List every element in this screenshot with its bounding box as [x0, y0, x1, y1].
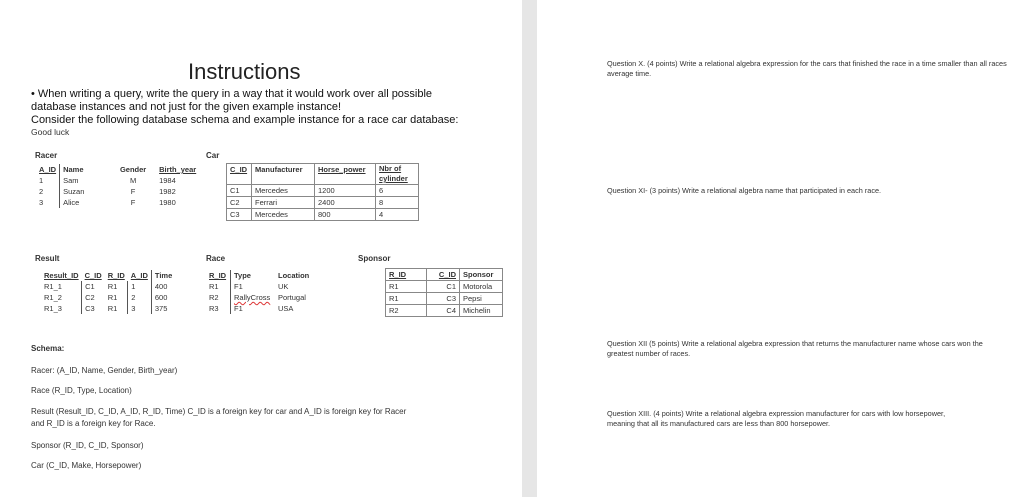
table-cell: R1_2: [44, 293, 62, 302]
table-cell: Ferrari: [252, 197, 315, 209]
table-cell: F: [130, 198, 136, 207]
column-header: Time: [151, 270, 180, 281]
table-cell: 3: [128, 303, 152, 314]
table-cell: 800: [315, 209, 376, 221]
table-cell: C3: [82, 303, 105, 314]
table-row: [41, 303, 180, 314]
instruction-consider: Consider the following database schema and example instance for a race car database:: [31, 114, 459, 126]
column-header: Location: [278, 271, 310, 280]
car-table: [226, 163, 419, 221]
table-row: [41, 292, 180, 303]
table-cell: R1: [107, 293, 118, 302]
column-header: R_ID: [209, 271, 227, 280]
instruction-bullet-line1: • When writing a query, write the query in a way that it would work over all possible: [31, 88, 433, 100]
table-cell: R1: [386, 281, 427, 293]
race-table: [206, 270, 325, 314]
table-cell: R1: [107, 304, 118, 313]
table-row: [41, 281, 180, 292]
question-12: Question XII (5 points) Write a relational algebra expression that returns the manufacturer name whose cars won the greatest number of races.: [607, 339, 983, 358]
schema-label: Schema:: [31, 344, 65, 353]
table-cell: [231, 292, 276, 303]
table-cell: Suzan: [60, 186, 111, 197]
result-table: [41, 270, 180, 314]
right-page: [537, 0, 1024, 497]
instruction-bullet-line2: database instances and not just for the given example instance!: [31, 101, 342, 113]
column-header: Result_ID: [44, 271, 79, 280]
table-cell: Mercedes: [252, 209, 315, 221]
table-cell: F: [130, 187, 136, 196]
table-cell: 375: [151, 303, 180, 314]
table-cell: C4: [427, 305, 460, 317]
table-row: [206, 303, 325, 314]
table-row: [36, 186, 202, 197]
table-cell: Sam: [60, 175, 111, 186]
table-cell: Pepsi: [460, 293, 503, 305]
column-header: Sponsor: [460, 269, 503, 281]
table-cell: C1: [227, 185, 252, 197]
column-header: Manufacturer: [252, 164, 315, 185]
column-header: C_ID: [84, 271, 102, 280]
table-cell: F1: [231, 303, 276, 314]
table-cell: 4: [376, 209, 419, 221]
table-header-row: [206, 270, 325, 281]
table-cell: R3: [209, 304, 219, 313]
schema-result-line2: and R_ID is a foreign key for Race.: [31, 419, 156, 428]
table-cell: 1984: [159, 176, 176, 185]
table-header-row: [36, 164, 202, 175]
table-row: [206, 292, 325, 303]
table-row: [206, 281, 325, 292]
table-cell: USA: [278, 304, 294, 313]
schema-car: Car (C_ID, Make, Horsepower): [31, 461, 142, 470]
table-row: [227, 209, 419, 221]
table-row: [36, 197, 202, 208]
table-header-row: [41, 270, 180, 281]
table-cell: M: [129, 176, 137, 185]
sponsor-table: [385, 268, 503, 317]
table-cell: 2: [128, 292, 152, 303]
spellcheck-word: RallyCross: [234, 293, 271, 302]
table-cell: 3: [39, 198, 44, 207]
column-header: C_ID: [227, 164, 252, 185]
table-cell: R2: [386, 305, 427, 317]
column-header: Birth_year: [159, 165, 197, 174]
racer-table: [36, 164, 203, 208]
table-cell: R2: [209, 293, 219, 302]
table-cell: C2: [227, 197, 252, 209]
table-cell: 400: [151, 281, 180, 292]
table-row: [386, 305, 503, 317]
table-cell: R1_3: [44, 304, 62, 313]
column-header: Type: [231, 270, 276, 281]
table-cell: C2: [82, 292, 105, 303]
table-cell: 1: [128, 281, 152, 292]
table-cell: 6: [376, 185, 419, 197]
table-row: [36, 175, 202, 186]
column-header: C_ID: [427, 269, 460, 281]
table-cell: R1_1: [44, 282, 62, 291]
column-header: Nbr of cylinder: [376, 164, 419, 185]
schema-sponsor: Sponsor (R_ID, C_ID, Sponsor): [31, 441, 144, 450]
column-header: Gender: [119, 165, 147, 174]
table-cell: R1: [209, 282, 219, 291]
column-header: A_ID: [130, 271, 148, 280]
table-cell: 1200: [315, 185, 376, 197]
table-cell: 600: [151, 292, 180, 303]
sponsor-table-label: Sponsor: [358, 254, 391, 263]
table-cell: Mercedes: [252, 185, 315, 197]
table-cell: Portugal: [278, 293, 306, 302]
table-cell: Michelin: [460, 305, 503, 317]
question-11: Question XI- (3 points) Write a relational algebra name that participated in each race.: [607, 186, 882, 195]
table-row: [227, 185, 419, 197]
table-cell: 8: [376, 197, 419, 209]
table-cell: UK: [278, 282, 289, 291]
column-header: R_ID: [386, 269, 427, 281]
table-cell: F1: [231, 281, 276, 292]
table-cell: C3: [427, 293, 460, 305]
schema-race: Race (R_ID, Type, Location): [31, 386, 132, 395]
table-cell: C3: [227, 209, 252, 221]
table-cell: 1980: [159, 198, 176, 207]
question-10: Question X. (4 points) Write a relational algebra expression for the cars that finished the race in a time smaller than all races average time.: [607, 59, 1007, 78]
column-header: R_ID: [107, 271, 125, 280]
column-header: Horse_power: [315, 164, 376, 185]
table-header-row: [227, 164, 419, 185]
race-table-label: Race: [206, 254, 226, 263]
page-title: Instructions: [188, 59, 301, 84]
table-row: [386, 281, 503, 293]
schema-racer: Racer: (A_ID, Name, Gender, Birth_year): [31, 366, 178, 375]
table-cell: Alice: [60, 197, 111, 208]
table-row: [227, 197, 419, 209]
schema-result-line1: Result (Result_ID, C_ID, A_ID, R_ID, Time) C_ID is a foreign key for car and A_ID is foreign key for Racer: [31, 407, 407, 416]
good-luck-text: Good luck: [31, 127, 70, 137]
table-cell: 1982: [159, 187, 176, 196]
table-cell: R1: [107, 282, 118, 291]
column-header: A_ID: [39, 165, 57, 174]
table-cell: Motorola: [460, 281, 503, 293]
table-cell: 1: [39, 176, 44, 185]
table-cell: C1: [82, 281, 105, 292]
table-cell: C1: [427, 281, 460, 293]
table-row: [386, 293, 503, 305]
car-table-label: Car: [206, 151, 220, 160]
table-cell: 2: [39, 187, 44, 196]
table-header-row: [386, 269, 503, 281]
table-cell: 2400: [315, 197, 376, 209]
column-header: Name: [60, 164, 111, 175]
table-cell: R1: [386, 293, 427, 305]
result-table-label: Result: [35, 254, 60, 263]
question-13: Question XIII. (4 points) Write a relational algebra expression manufacturer for cars with low horsepower, meaning that all its manufactured cars are less than 800 horsepower.: [607, 409, 946, 428]
racer-table-label: Racer: [35, 151, 58, 160]
